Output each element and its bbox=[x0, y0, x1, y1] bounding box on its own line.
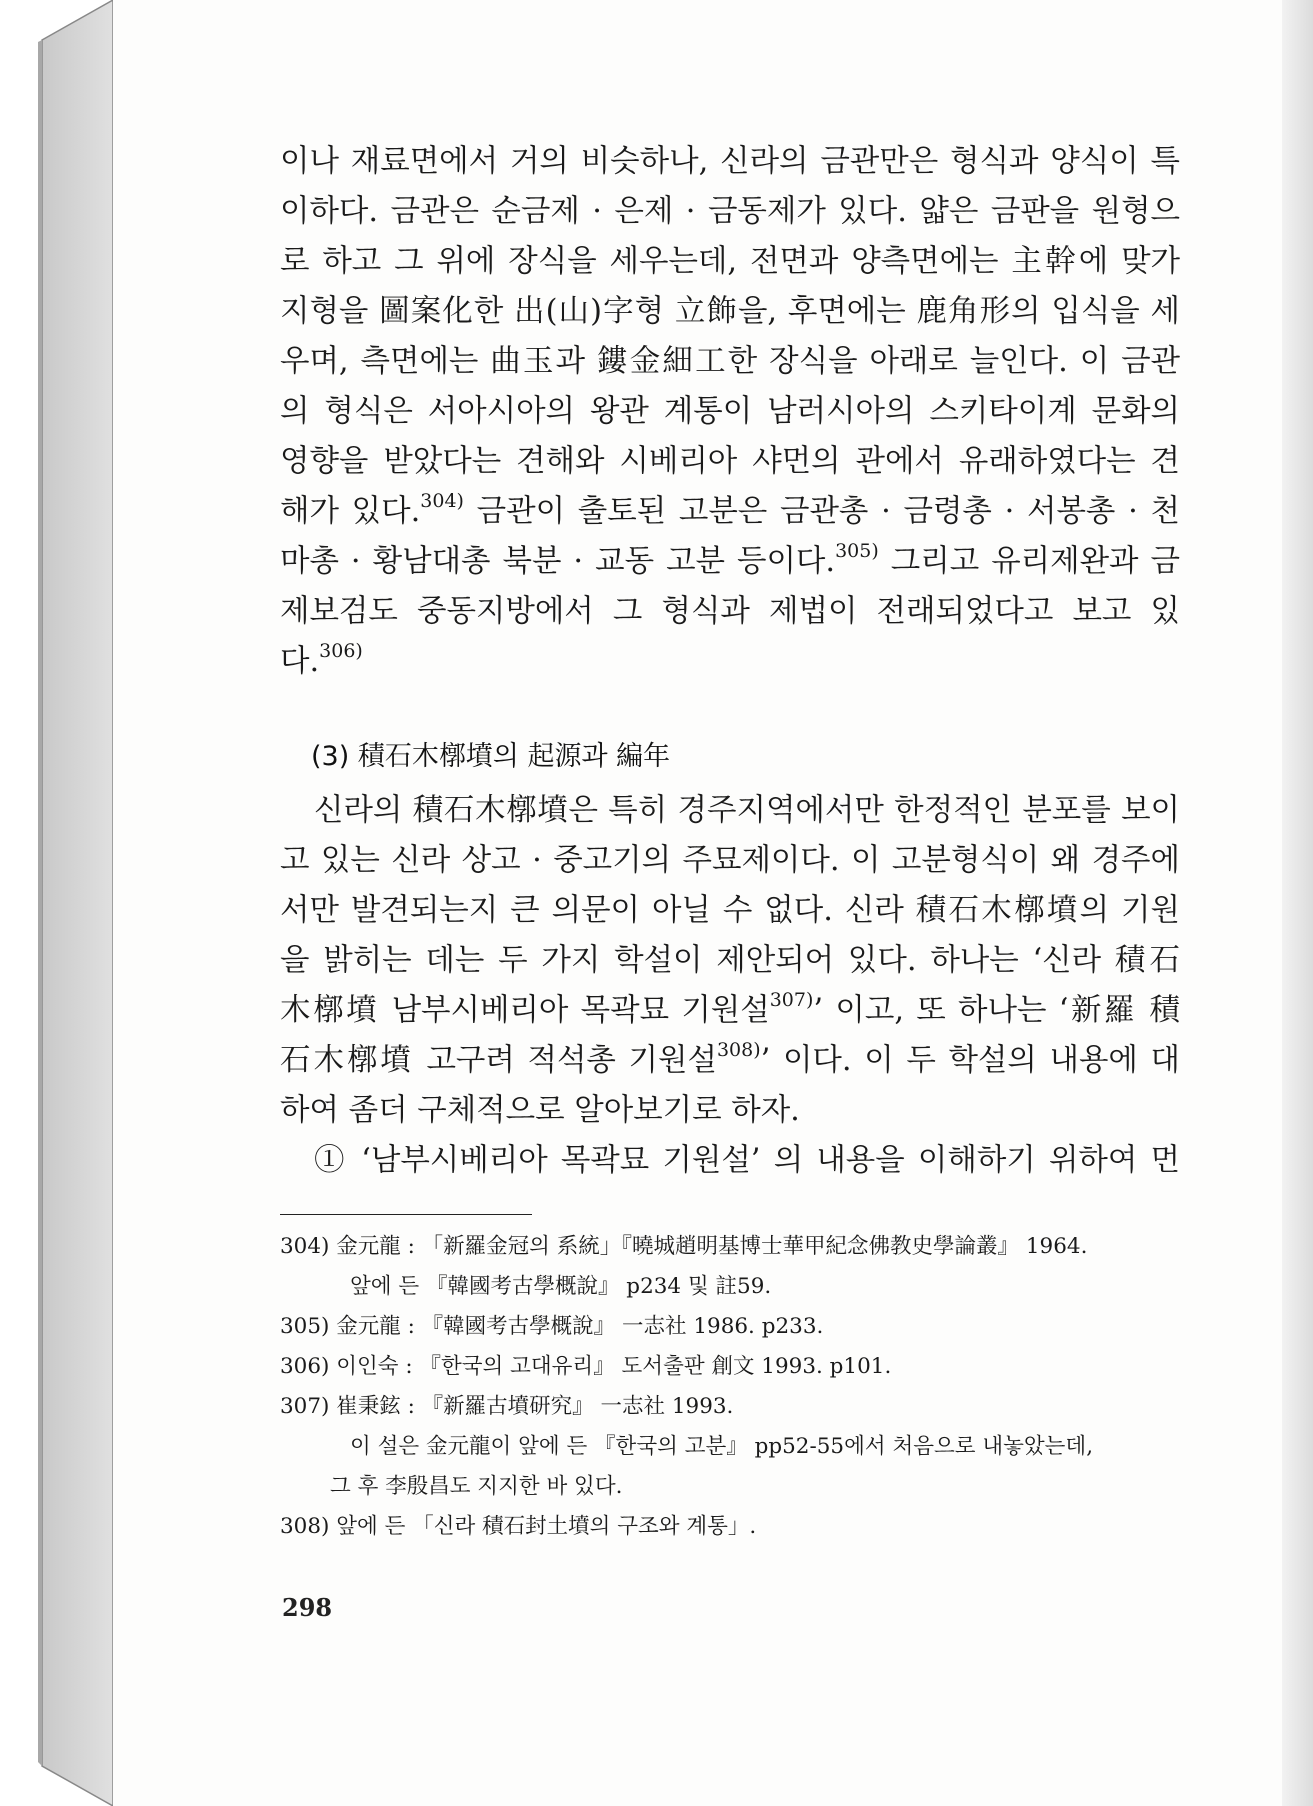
text-line: 石木槨墳 고구려 적석총 기원설$^{308)}$’ 이다. 이 두 학설의 내용에 대 bbox=[280, 1038, 1180, 1078]
text-line: 하여 좀더 구체적으로 알아보기로 하자. bbox=[280, 1093, 800, 1128]
book-spine bbox=[0, 0, 120, 1806]
section-heading: (3) 積石木槨墳의 起源과 編年 bbox=[311, 741, 671, 772]
footnote-reference: 307) bbox=[769, 988, 814, 1011]
text-line: 서만 발견되는지 큰 의문이 아닐 수 없다. 신라 積石木槨墳의 기원 bbox=[280, 893, 1180, 928]
page-edge bbox=[1282, 0, 1313, 1806]
text-line: ① ‘남부시베리아 목곽묘 기원설’ 의 내용을 이해하기 위하여 먼 bbox=[314, 1143, 1180, 1178]
footnote-307-continued: 이 설은 金元龍이 앞에 든 『한국의 고분』 pp52-55에서 처음으로 내놓았는데, bbox=[350, 1434, 1094, 1459]
footnote-307: 307) 崔秉鉉 : 『新羅古墳研究』 一志社 1993. bbox=[280, 1394, 734, 1419]
footnote-304: 304) 金元龍 : 「新羅金冠의 系統」『曉城趙明基博士華甲紀念佛教史學論叢』 1964. bbox=[280, 1234, 1088, 1259]
text-line: 제보검도 중동지방에서 그 형식과 제법이 전래되었다고 보고 있 bbox=[280, 594, 1180, 629]
paragraph-2 bbox=[280, 786, 1180, 1186]
text-line: 해가 있다.$^{304)}$ 금관이 출토된 고분은 금관총 · 금령총 · 서봉총 · 천 bbox=[280, 489, 1180, 529]
footnote-reference: 306) bbox=[319, 639, 363, 662]
paragraph-1 bbox=[280, 137, 1180, 687]
text-line: 木槨墳 남부시베리아 목곽묘 기원설$^{307)}$’ 이고, 또 하나는 ‘新羅 積 bbox=[280, 988, 1181, 1028]
footnotes bbox=[280, 1227, 1180, 1547]
footnote-304-continued: 앞에 든 『韓國考古學概說』 p234 및 註59. bbox=[350, 1274, 772, 1299]
text-line: 의 형식은 서아시아의 왕관 계통이 남러시아의 스키타이계 문화의 bbox=[280, 394, 1180, 429]
footnote-308: 308) 앞에 든 「신라 積石封土墳의 구조와 계통」. bbox=[280, 1514, 757, 1539]
footnote-305: 305) 金元龍 : 『韓國考古學概說』 一志社 1986. p233. bbox=[280, 1314, 824, 1339]
footnote-306: 306) 이인숙 : 『한국의 고대유리』 도서출판 創文 1993. p101. bbox=[280, 1354, 892, 1379]
text-line: 이나 재료면에서 거의 비슷하나, 신라의 금관만은 형식과 양식이 특 bbox=[280, 144, 1180, 179]
page-number: 298 bbox=[282, 1593, 333, 1622]
text-line: 을 밝히는 데는 두 가지 학설이 제안되어 있다. 하나는 ‘신라 積石 bbox=[280, 943, 1180, 978]
footnote-divider bbox=[280, 1214, 532, 1215]
text-line: 신라의 積石木槨墳은 특히 경주지역에서만 한정적인 분포를 보이 bbox=[314, 793, 1180, 828]
footnote-307-continued-2: 그 후 李殷昌도 지지한 바 있다. bbox=[330, 1474, 623, 1499]
text-line: 영향을 받았다는 견해와 시베리아 샤먼의 관에서 유래하였다는 견 bbox=[280, 444, 1180, 479]
footnote-reference: 308) bbox=[716, 1038, 761, 1061]
text-line: 고 있는 신라 상고 · 중고기의 주묘제이다. 이 고분형식이 왜 경주에 bbox=[280, 843, 1180, 878]
text-line: 지형을 圖案化한 出(山)字형 立飾을, 후면에는 鹿角形의 입식을 세 bbox=[280, 294, 1180, 329]
text-line: 다.$^{306)}$ bbox=[280, 639, 363, 679]
footnote-reference: 305) bbox=[835, 539, 879, 562]
text-line: 우며, 측면에는 曲玉과 鏤金細工한 장식을 아래로 늘인다. 이 금관 bbox=[280, 344, 1180, 379]
text-line: 이하다. 금관은 순금제 · 은제 · 금동제가 있다. 얇은 금판을 원형으 bbox=[280, 194, 1180, 229]
footnote-reference: 304) bbox=[420, 489, 464, 512]
text-line: 로 하고 그 위에 장식을 세우는데, 전면과 양측면에는 主幹에 맞가 bbox=[280, 244, 1180, 279]
text-line: 마총 · 황남대총 북분 · 교동 고분 등이다.$^{305)}$ 그리고 유리제완과 금 bbox=[280, 539, 1180, 579]
